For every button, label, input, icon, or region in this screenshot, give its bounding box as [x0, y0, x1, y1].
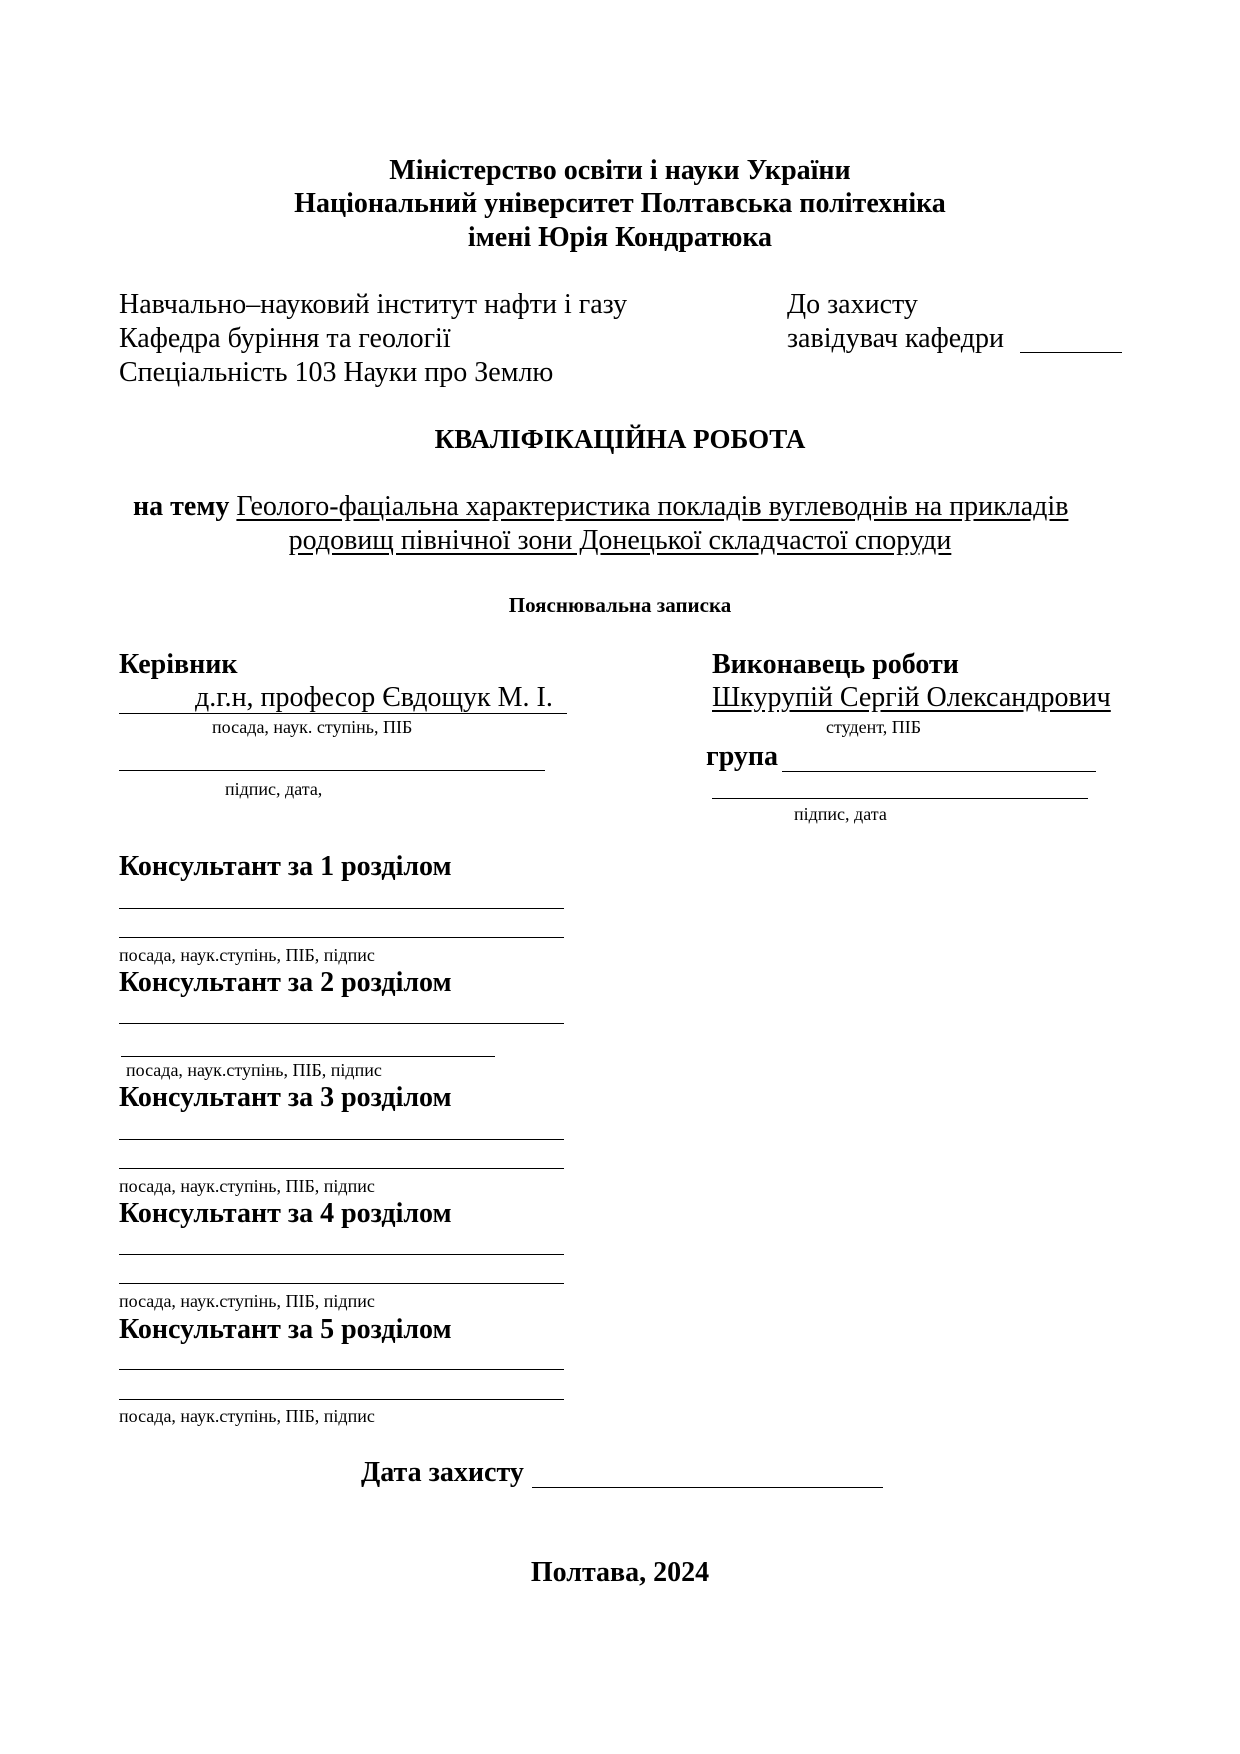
group-label: група [706, 741, 779, 772]
defense-date-line [532, 1487, 883, 1488]
consultant-4-caption: посада, наук.ступінь, ПІБ, підпис [119, 1291, 375, 1311]
topic-line-2: родовищ північної зони Донецької складчастої споруди [288, 525, 952, 556]
consultant-1-caption: посада, наук.ступінь, ПІБ, підпис [119, 945, 375, 965]
supervisor-name: д.г.н, професор Євдощук М. І. [195, 682, 553, 713]
department-head-text: завідувач кафедри [787, 323, 1005, 354]
department-text: Кафедра буріння та геології [119, 323, 451, 354]
performer-caption: студент, ПІБ [826, 717, 922, 737]
specialty-text: Спеціальність 103 Науки про Землю [119, 357, 554, 388]
supervisor-name-line [119, 713, 567, 714]
consultant-5-heading: Консультант за 5 розділом [119, 1314, 452, 1345]
consultant-2-caption: посада, наук.ступінь, ПІБ, підпис [126, 1060, 382, 1080]
performer-signature-line [712, 798, 1088, 799]
supervisor-heading: Керівник [119, 649, 238, 680]
consultant-5-line [119, 1399, 564, 1400]
topic-label: на тему [133, 491, 230, 522]
consultant-4-heading: Консультант за 4 розділом [119, 1198, 452, 1229]
consultant-4-line [119, 1283, 564, 1284]
consultant-1-line [119, 908, 564, 909]
university-subtitle: імені Юрія Кондратюка [467, 222, 773, 253]
consultant-3-heading: Консультант за 3 розділом [119, 1082, 452, 1113]
explanatory-note-label: Пояснювальна записка [508, 593, 732, 617]
consultant-3-line [119, 1139, 564, 1140]
city-year: Полтава, 2024 [530, 1557, 710, 1588]
consultant-2-line [121, 1056, 495, 1057]
institute-text: Навчально–науковий інститут нафти і газу [119, 289, 628, 320]
performer-signature-caption: підпис, дата [794, 804, 887, 824]
topic-line-1: Геолого-фаціальна характеристика покладів вуглеводнів на прикладів [236, 491, 1069, 522]
head-signature-line [1020, 352, 1122, 353]
consultant-2-heading: Консультант за 2 розділом [119, 967, 452, 998]
document-title: КВАЛІФІКАЦІЙНА РОБОТА [434, 424, 806, 454]
consultant-4-line [119, 1254, 564, 1255]
consultant-3-line [119, 1168, 564, 1169]
defense-approval-text: До захисту [787, 289, 918, 320]
consultant-1-line [119, 937, 564, 938]
supervisor-caption: посада, наук. ступінь, ПІБ [212, 717, 413, 737]
supervisor-signature-line [119, 770, 545, 771]
consultant-5-caption: посада, наук.ступінь, ПІБ, підпис [119, 1406, 375, 1426]
university-title: Національний університет Полтавська політехніка [294, 188, 946, 219]
consultant-5-line [119, 1369, 564, 1370]
performer-heading: Виконавець роботи [712, 649, 959, 680]
performer-name: Шкурупій Сергій Олександрович [712, 682, 1111, 713]
consultant-3-caption: посада, наук.ступінь, ПІБ, підпис [119, 1176, 375, 1196]
consultant-1-heading: Консультант за 1 розділом [119, 851, 452, 882]
consultant-2-line [119, 1023, 564, 1024]
group-line [782, 771, 1096, 772]
ministry-title: Міністерство освіти і науки України [389, 155, 851, 186]
defense-date-label: Дата захисту [361, 1457, 524, 1488]
supervisor-signature-caption: підпис, дата, [225, 779, 323, 799]
